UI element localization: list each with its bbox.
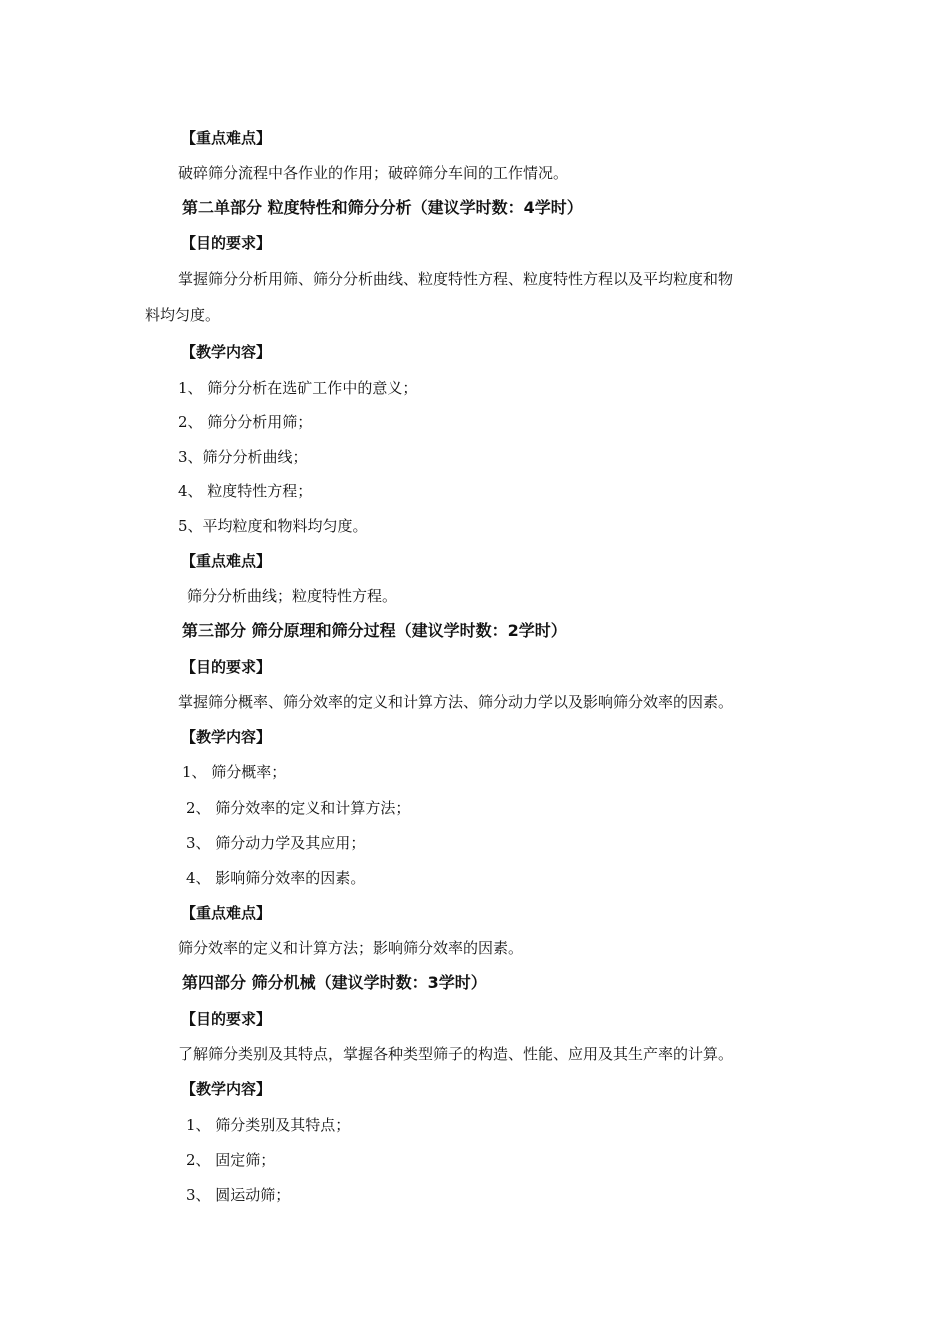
paragraph: 破碎筛分流程中各作业的作用；破碎筛分车间的工作情况。 — [178, 164, 569, 182]
section-label: 【教学内容】 — [181, 1080, 272, 1098]
list-item: 1、 筛分类别及其特点； — [186, 1116, 351, 1134]
section-label: 【重点难点】 — [181, 129, 272, 147]
paragraph: 了解筛分类别及其特点，掌握各种类型筛子的构造、性能、应用及其生产率的计算。 — [178, 1045, 734, 1063]
list-item: 2、 固定筛； — [186, 1151, 276, 1169]
section-label: 【教学内容】 — [181, 343, 272, 361]
paragraph: 筛分分析曲线；粒度特性方程。 — [187, 587, 398, 605]
list-item: 4、 粒度特性方程； — [178, 482, 313, 500]
paragraph: 料均匀度。 — [145, 306, 221, 324]
list-item: 3、 筛分动力学及其应用； — [186, 834, 366, 852]
list-item: 5、平均粒度和物料均匀度。 — [178, 517, 368, 535]
list-item: 4、 影响筛分效率的因素。 — [186, 869, 366, 887]
section-heading: 第二单部分 粒度特性和筛分分析（建议学时数：4学时） — [182, 198, 583, 217]
section-label: 【目的要求】 — [181, 1010, 272, 1028]
list-item: 2、 筛分效率的定义和计算方法； — [186, 799, 411, 817]
section-label: 【教学内容】 — [181, 728, 272, 746]
list-item: 1、 筛分概率； — [182, 763, 287, 781]
list-item: 3、 圆运动筛； — [186, 1186, 291, 1204]
section-label: 【重点难点】 — [181, 552, 272, 570]
list-item: 2、 筛分分析用筛； — [178, 413, 313, 431]
section-label: 【目的要求】 — [181, 658, 272, 676]
list-item: 3、筛分分析曲线； — [178, 448, 308, 466]
paragraph: 掌握筛分概率、筛分效率的定义和计算方法、筛分动力学以及影响筛分效率的因素。 — [178, 693, 734, 711]
section-label: 【重点难点】 — [181, 904, 272, 922]
list-item: 1、 筛分分析在选矿工作中的意义； — [178, 379, 418, 397]
section-label: 【目的要求】 — [181, 234, 272, 252]
paragraph: 掌握筛分分析用筛、筛分分析曲线、粒度特性方程、粒度特性方程以及平均粒度和物 — [178, 270, 734, 288]
section-heading: 第三部分 筛分原理和筛分过程（建议学时数：2学时） — [182, 621, 567, 640]
section-heading: 第四部分 筛分机械（建议学时数：3学时） — [182, 973, 487, 992]
paragraph: 筛分效率的定义和计算方法；影响筛分效率的因素。 — [178, 939, 524, 957]
